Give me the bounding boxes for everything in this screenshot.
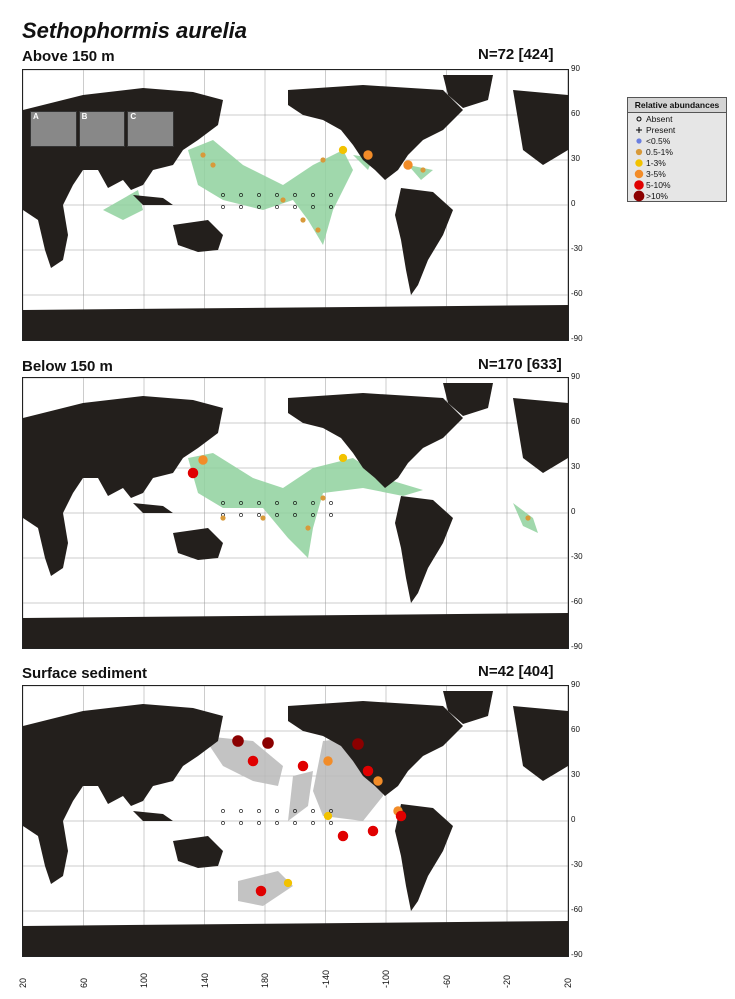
legend-item [628, 179, 726, 190]
legend-label: >10% [646, 190, 668, 201]
legend-item [628, 135, 726, 146]
land-mass [173, 220, 223, 252]
station-absent [257, 513, 260, 516]
station-absent [311, 809, 314, 812]
legend-item [628, 113, 726, 124]
station-absent [293, 205, 296, 208]
station-abundance-point [284, 879, 292, 887]
land-mass [395, 188, 453, 295]
station-abundance-point [338, 831, 349, 842]
map-below-150m [22, 377, 569, 649]
longitude-tick-label: -20 [502, 974, 512, 988]
legend-item [628, 157, 726, 168]
station-abundance-point [305, 525, 310, 530]
panel-count-sediment: N=42 [404] [478, 663, 554, 680]
latitude-tick-label: 90 [571, 680, 580, 689]
legend-title: Relative abundances [628, 98, 726, 113]
land-mass [173, 528, 223, 560]
legend-label: Absent [646, 113, 673, 124]
station-abundance-point [220, 515, 225, 520]
station-abundance-point [260, 515, 265, 520]
latitude-tick-label: 90 [571, 372, 580, 381]
longitude-tick-label: 180 [260, 972, 270, 988]
station-absent [257, 821, 260, 824]
station-abundance-point [396, 811, 407, 822]
station-abundance-point [368, 826, 379, 837]
station-abundance-point [198, 455, 207, 464]
legend-item [628, 190, 726, 201]
species-title: Sethophormis aurelia [22, 18, 247, 43]
distribution-range [188, 453, 538, 558]
station-absent [311, 821, 314, 824]
latitude-tick-label: -30 [571, 244, 583, 253]
longitude-tick-label: 100 [139, 972, 149, 988]
station-abundance-point [323, 756, 332, 765]
latitude-tick-label: 30 [571, 770, 580, 779]
station-absent [239, 821, 242, 824]
specimen-image-a: A [30, 111, 77, 147]
station-abundance-point [210, 162, 215, 167]
legend-label: <0.5% [646, 135, 671, 146]
land-mass [395, 496, 453, 603]
station-abundance-point [232, 735, 244, 747]
latitude-tick-label: 0 [571, 815, 576, 824]
station-abundance-point [200, 152, 205, 157]
station-absent [275, 809, 278, 812]
latitude-tick-label: -60 [571, 289, 583, 298]
longitude-tick-label: 20 [562, 977, 573, 988]
station-abundance-point [339, 146, 347, 154]
station-abundance-point [525, 515, 530, 520]
map-surface-sediment [22, 685, 569, 957]
station-absent [239, 809, 242, 812]
station-abundance-point [324, 812, 332, 820]
land-mass [23, 921, 568, 956]
land-mass [173, 836, 223, 868]
land-mass [23, 305, 568, 340]
station-abundance-point [256, 886, 267, 897]
latitude-tick-label: 90 [571, 64, 580, 73]
station-abundance-point [363, 150, 372, 159]
station-absent [275, 821, 278, 824]
land-mass [23, 613, 568, 648]
station-abundance-point [320, 157, 325, 162]
longitude-tick-label: -140 [320, 969, 331, 988]
longitude-tick-label: -60 [441, 974, 452, 988]
legend-label: 1-3% [646, 157, 666, 168]
station-absent [221, 205, 224, 208]
land-mass [513, 706, 568, 781]
legend-item [628, 124, 726, 135]
latitude-tick-label: -90 [571, 642, 583, 651]
latitude-tick-label: -90 [571, 334, 583, 343]
station-abundance-point [373, 776, 382, 785]
station-absent [239, 513, 242, 516]
station-abundance-point [300, 217, 305, 222]
latitude-tick-label: 30 [571, 154, 580, 163]
panel-count-above: N=72 [424] [478, 46, 554, 63]
station-abundance-point [403, 160, 412, 169]
latitude-tick-label: 30 [571, 462, 580, 471]
latitude-tick-label: 60 [571, 725, 580, 734]
legend-item [628, 168, 726, 179]
land-mass [133, 503, 173, 513]
panel-count-below: N=170 [633] [478, 356, 562, 373]
specimen-image-b: B [79, 111, 126, 147]
station-absent [329, 513, 332, 516]
station-absent [329, 821, 332, 824]
legend-label: Present [646, 124, 676, 135]
legend-symbol-icon [632, 115, 646, 123]
longitude-tick-label: 20 [18, 977, 28, 988]
station-abundance-point [315, 227, 320, 232]
station-abundance-point [262, 737, 274, 749]
legend-item [628, 146, 726, 157]
land-mass [513, 398, 568, 473]
panel-title-sediment: Surface sediment [22, 665, 148, 682]
station-abundance-point [320, 495, 325, 500]
latitude-tick-label: -90 [571, 950, 583, 959]
latitude-tick-label: -30 [571, 552, 583, 561]
latitude-tick-label: 60 [571, 417, 580, 426]
land-mass [513, 90, 568, 165]
legend-label: 5-10% [646, 179, 671, 190]
station-absent [221, 821, 224, 824]
station-absent [275, 205, 278, 208]
longitude-tick-label: 60 [78, 977, 89, 988]
specimen-image-c: C [127, 111, 174, 147]
station-abundance-point [188, 468, 199, 479]
station-absent [257, 809, 260, 812]
abundance-legend [627, 97, 727, 202]
legend-label: 3-5% [646, 168, 666, 179]
panel-title-below: Below 150 m [22, 358, 113, 375]
latitude-tick-label: -60 [571, 597, 583, 606]
latitude-tick-label: -60 [571, 905, 583, 914]
map-above-150m [22, 69, 569, 341]
station-abundance-point [363, 766, 374, 777]
latitude-tick-label: 0 [571, 507, 576, 516]
station-abundance-point [352, 738, 364, 750]
station-abundance-point [280, 197, 285, 202]
station-abundance-point [248, 756, 259, 767]
station-abundance-point [420, 167, 425, 172]
station-absent [293, 821, 296, 824]
station-absent [221, 809, 224, 812]
station-abundance-point [298, 761, 309, 772]
station-abundance-point [339, 454, 347, 462]
legend-symbol-icon [632, 126, 646, 134]
legend-label: 0.5-1% [646, 146, 673, 157]
latitude-tick-label: -30 [571, 860, 583, 869]
legend-symbol-icon [632, 190, 646, 202]
land-mass [133, 811, 173, 821]
panel-title-above: Above 150 m [22, 48, 115, 65]
station-absent [239, 205, 242, 208]
station-absent [329, 501, 332, 504]
latitude-tick-label: 60 [571, 109, 580, 118]
longitude-tick-label: 140 [199, 972, 210, 988]
latitude-tick-label: 0 [571, 199, 576, 208]
longitude-tick-label: -100 [381, 969, 391, 988]
specimen-images [30, 111, 174, 147]
